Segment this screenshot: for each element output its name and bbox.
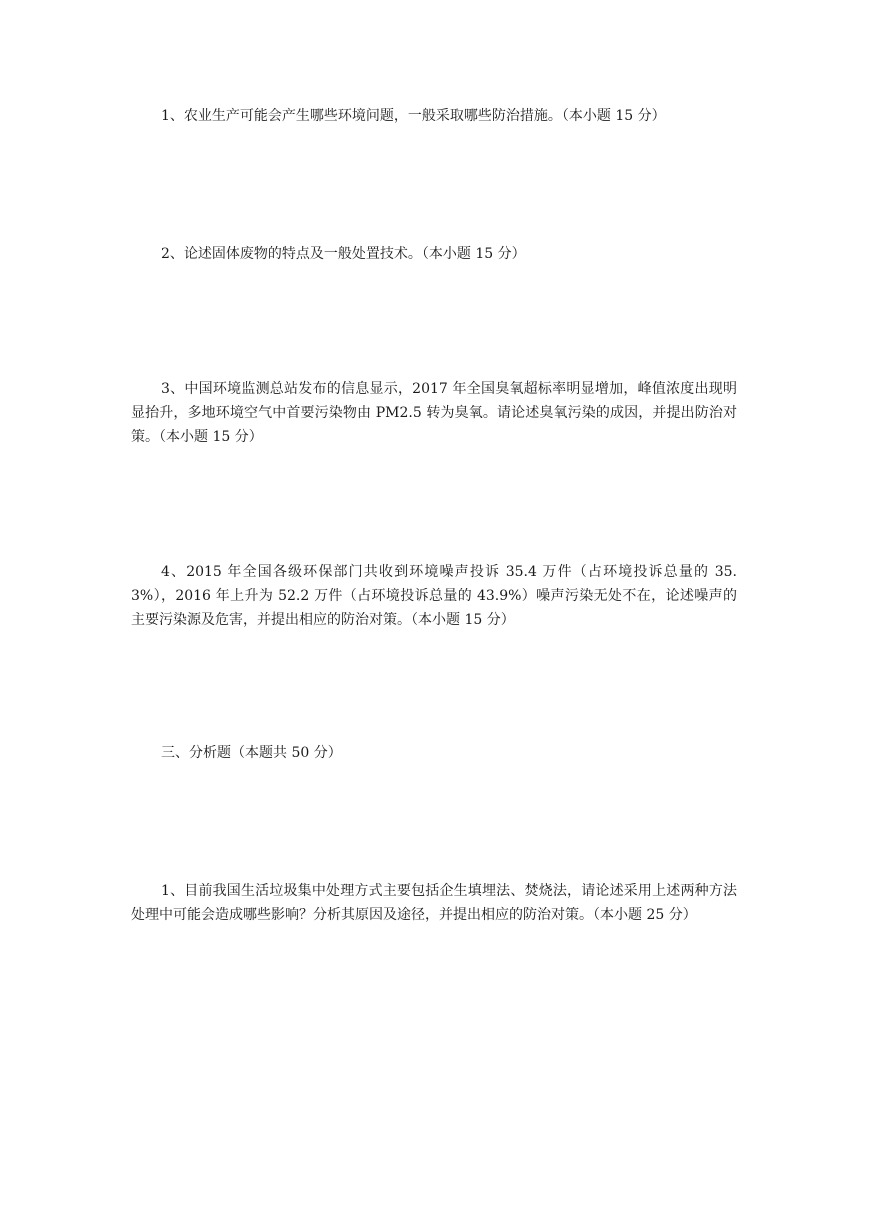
- question-3-ozone: 3、中国环境监测总站发布的信息显示，2017 年全国臭氧超标率明显增加，峰值浓度出现明显抬升，多地环境空气中首要污染物由 PM2.5 转为臭氧。请论述臭氧污染的成因，并提出防治对策。（本小题 15 分）: [131, 381, 737, 445]
- analysis-question-1-garbage: 1、目前我国生活垃圾集中处理方式主要包括企生填埋法、焚烧法，请论述采用上述两种方法处理中可能会造成哪些影响？分析其原因及途径，并提出相应的防治对策。（本小题 25 分）: [131, 883, 737, 923]
- question-4-noise: 4、2015 年全国各级环保部门共收到环境噪声投诉 35.4 万件（占环境投诉总量的 35.3%），2016 年上升为 52.2 万件（占环境投诉总量的 43.9%）噪声污染无处不在，论述噪声的主要污染源及危害，并提出相应的防治对策。（本小题 15 分）: [131, 564, 737, 628]
- question-2-solid-waste: 2、论述固体废物的特点及一般处置技术。（本小题 15 分）: [161, 246, 526, 262]
- section-3-heading: 三、分析题（本题共 50 分）: [161, 745, 342, 761]
- question-1-agriculture: 1、农业生产可能会产生哪些环境问题，一般采取哪些防治措施。（本小题 15 分）: [161, 108, 666, 124]
